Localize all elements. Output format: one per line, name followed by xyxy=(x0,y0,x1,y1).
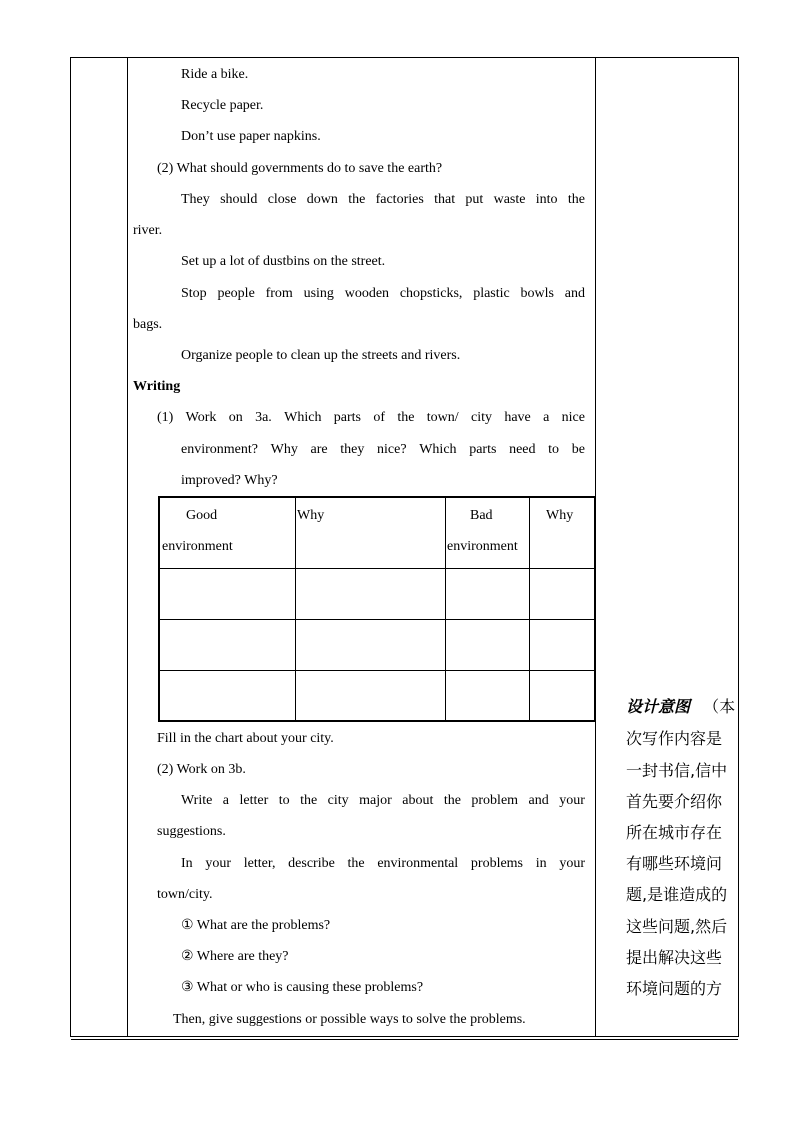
chart-header-bad xyxy=(446,497,530,568)
word: city xyxy=(470,410,492,425)
word: problem xyxy=(471,793,519,808)
word: parts xyxy=(469,442,497,457)
word: to xyxy=(548,442,560,457)
word: need xyxy=(509,442,536,457)
word: people xyxy=(217,286,255,301)
justified-line xyxy=(181,856,585,872)
chart-header-why xyxy=(296,497,446,568)
text-line: Fill in the chart about your city. xyxy=(157,731,334,746)
header-text: environment xyxy=(447,539,518,554)
word: the xyxy=(397,410,415,425)
word: from xyxy=(265,286,293,301)
text-line: Organize people to clean up the streets and rivers. xyxy=(181,348,461,363)
word: the xyxy=(567,192,585,207)
section-heading-writing: Writing xyxy=(133,379,181,394)
word: nice? xyxy=(377,442,407,457)
word: close xyxy=(267,192,297,207)
text-line: Ride a bike. xyxy=(181,67,249,82)
word: a xyxy=(222,793,229,808)
side-note-line: 一封书信,信中 xyxy=(626,761,728,780)
side-note-line: （本 xyxy=(703,697,736,716)
word: the xyxy=(443,793,461,808)
chart-cell xyxy=(296,568,446,619)
side-note-line: 题,是谁造成的 xyxy=(626,885,728,904)
header-text: Why xyxy=(297,508,325,523)
text-line: Set up a lot of dustbins on the street. xyxy=(181,254,386,269)
word: Why xyxy=(270,442,298,457)
side-note-line: 环境问题的方 xyxy=(626,979,723,998)
chart-cell xyxy=(296,670,446,721)
chart-cell xyxy=(446,670,530,721)
chart-cell xyxy=(530,619,596,670)
word: a xyxy=(543,410,550,425)
text-line: town/city. xyxy=(157,887,213,902)
word: letter xyxy=(239,793,269,808)
justified-line xyxy=(157,410,585,426)
word: about xyxy=(402,793,434,808)
word: Work xyxy=(185,410,217,425)
word: town/ xyxy=(426,410,459,425)
word: Which xyxy=(284,410,322,425)
word: In xyxy=(181,856,193,871)
side-note-line: 有哪些环境问 xyxy=(626,854,723,873)
word: that xyxy=(434,192,456,207)
chart-cell xyxy=(159,619,296,670)
word: environment? xyxy=(181,442,258,457)
word: to xyxy=(278,793,290,808)
justified-line xyxy=(181,192,585,208)
word: city xyxy=(327,793,349,808)
side-note-line: 提出解决这些 xyxy=(626,948,723,967)
header-text: environment xyxy=(162,539,233,554)
chart-header-why xyxy=(530,497,596,568)
text-line: Don’t use paper napkins. xyxy=(181,129,321,144)
side-note-line: 次写作内容是 xyxy=(626,729,723,748)
design-intent-title: 设计意图 xyxy=(626,697,691,716)
word: your xyxy=(205,856,232,871)
word: should xyxy=(220,192,258,207)
word: and xyxy=(564,286,585,301)
word: have xyxy=(504,410,531,425)
word: factories xyxy=(375,192,424,207)
list-item: ③ What or who is causing these problems? xyxy=(181,980,424,995)
word: the xyxy=(347,856,365,871)
chart-cell xyxy=(446,568,530,619)
word: plastic xyxy=(473,286,510,301)
design-intent-label xyxy=(626,697,735,717)
column-divider xyxy=(127,58,128,1036)
text-line: river. xyxy=(133,223,163,238)
word: are xyxy=(310,442,328,457)
word: They xyxy=(181,192,210,207)
chart-cell xyxy=(159,670,296,721)
word: down xyxy=(306,192,338,207)
text-line: improved? Why? xyxy=(181,473,278,488)
text-line: bags. xyxy=(133,317,163,332)
word: into xyxy=(535,192,558,207)
question-line: (2) Work on 3b. xyxy=(157,762,246,777)
word: describe xyxy=(288,856,335,871)
chart-cell xyxy=(530,670,596,721)
word: environmental xyxy=(377,856,459,871)
word: the xyxy=(300,793,318,808)
word: (1) xyxy=(157,410,174,425)
word: chopsticks, xyxy=(399,286,463,301)
header-text: Good xyxy=(186,508,218,523)
word: letter, xyxy=(243,856,276,871)
justified-line xyxy=(181,286,585,302)
word: of xyxy=(373,410,385,425)
environment-chart xyxy=(158,496,596,722)
word: Stop xyxy=(181,286,207,301)
justified-line xyxy=(181,793,585,809)
word: Write xyxy=(181,793,213,808)
word: major xyxy=(359,793,392,808)
chart-cell xyxy=(159,568,296,619)
word: nice xyxy=(561,410,585,425)
word: the xyxy=(348,192,366,207)
text-line: Then, give suggestions or possible ways to solve the problems. xyxy=(173,1012,526,1027)
word: bowls xyxy=(520,286,554,301)
header-text: Why xyxy=(546,508,574,523)
side-note-line: 所在城市存在 xyxy=(626,823,723,842)
word: 3a. xyxy=(255,410,272,425)
word: in xyxy=(535,856,547,871)
question-line: (2) What should governments do to save the earth? xyxy=(157,161,443,176)
word: put xyxy=(465,192,484,207)
word: waste xyxy=(493,192,526,207)
chart-cell xyxy=(296,619,446,670)
text-line: suggestions. xyxy=(157,824,226,839)
word: using xyxy=(303,286,334,301)
text-line: Recycle paper. xyxy=(181,98,264,113)
word: your xyxy=(559,793,585,808)
word: be xyxy=(571,442,585,457)
side-note-line: 这些问题,然后 xyxy=(626,917,728,936)
word: problems xyxy=(470,856,524,871)
chart-cell xyxy=(446,619,530,670)
chart-cell xyxy=(530,568,596,619)
word: they xyxy=(340,442,365,457)
chart-header-good xyxy=(159,497,296,568)
word: parts xyxy=(333,410,361,425)
word: wooden xyxy=(344,286,390,301)
word: your xyxy=(559,856,585,871)
side-note-line: 首先要介绍你 xyxy=(626,792,723,811)
header-text: Bad xyxy=(470,508,493,523)
list-item: ① What are the problems? xyxy=(181,918,331,933)
list-item: ② Where are they? xyxy=(181,949,289,964)
word: Which xyxy=(419,442,457,457)
word: and xyxy=(528,793,549,808)
word: on xyxy=(228,410,243,425)
justified-line xyxy=(181,442,585,458)
